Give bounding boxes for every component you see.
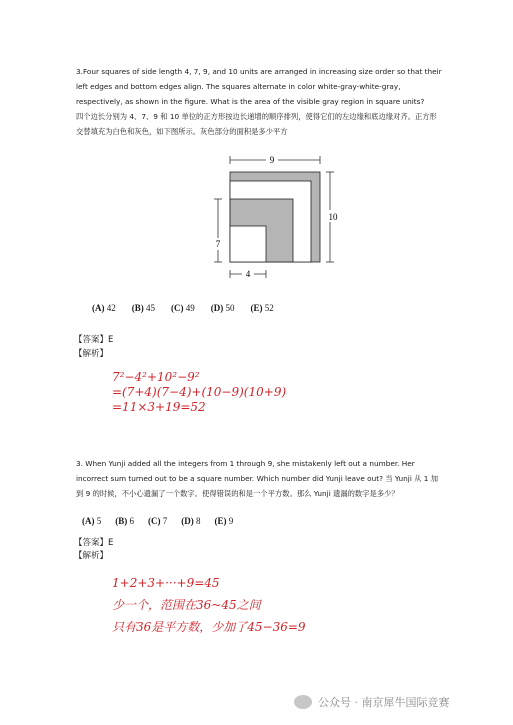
choice-e: (E) 9 (214, 516, 234, 526)
label-7: 7 (215, 239, 221, 249)
solution-2-line-2: 少一个，范围在36~45之间 (112, 598, 261, 612)
choice-c: (C) 49 (171, 303, 195, 313)
dimension-left (213, 199, 223, 262)
handwritten-solution-2 (112, 572, 306, 638)
dimension-bottom (230, 268, 266, 280)
solution-2-line-1: 1+2+3+···+9=45 (112, 576, 220, 590)
question-1-text (76, 64, 442, 139)
dimension-top (230, 154, 320, 166)
question-1-choices (92, 303, 352, 313)
choice-d: (D) 50 (210, 303, 235, 313)
square-4-white (230, 226, 266, 262)
answer-label-2: 【答案】E (74, 538, 114, 548)
question-2-choices (82, 516, 302, 526)
watermark (294, 694, 450, 710)
analysis-label-2: 【解析】 (74, 551, 109, 561)
question-2-text: 3. When Yunji added all the integers from 1 through 9, she mistakenly left out a number. Her incorrect sum turned out to be a square number. Which number did Yunji leave out? 当 Yunji 从 1 加到 9 的时候，不小心遗漏了一个数字。使得错误的和是一个平方数。那么 Yunji 遗漏的数字是多少？ (76, 459, 439, 498)
handwritten-solution-1 (112, 370, 286, 415)
answer-label-1: 【答案】E (74, 335, 114, 345)
question-1-chinese: 四个边长分别为 4、7、9 和 10 单位的正方形按边长递增的顺序排列，使得它们的左边缘和底边缘对齐。正方形交替填充为白色和灰色，如下图所示。灰色部分的面积是多少平方 (76, 112, 437, 136)
choice-a: (A) 42 (92, 303, 116, 313)
label-4: 4 (245, 269, 251, 279)
solution-1-line-1: 7²−4²+10²−9² (112, 370, 200, 384)
choice-e: (E) 52 (250, 303, 274, 313)
wechat-icon (294, 695, 312, 709)
solution-1-line-2: =(7+4)(7−4)+(10−9)(10+9) (112, 385, 287, 399)
choice-b: (B) 6 (115, 516, 134, 526)
choice-c: (C) 7 (148, 516, 168, 526)
label-9: 9 (269, 155, 275, 165)
solution-1-line-3: =11×3+19=52 (112, 400, 206, 414)
choice-d: (D) 8 (181, 516, 201, 526)
choice-b: (B) 45 (131, 303, 155, 313)
choice-a: (A) 5 (82, 516, 102, 526)
watermark-text: 公众号 · 南京犀牛国际竞赛 (318, 696, 450, 709)
question-1-english: 3.Four squares of side length 4, 7, 9, and 10 units are arranged in increasing size order so that their left edges and bottom edges align. The squares alternate in color white-gray-white-gray, respectively, as shown in the figure. What is the area of the visible gray region in square units? (76, 67, 442, 106)
dimension-right (324, 172, 342, 262)
analysis-label-1: 【解析】 (74, 349, 109, 359)
label-10: 10 (328, 212, 338, 222)
solution-2-line-3: 只有36是平方数，少加了45−36=9 (112, 620, 306, 634)
squares-figure (212, 150, 357, 292)
